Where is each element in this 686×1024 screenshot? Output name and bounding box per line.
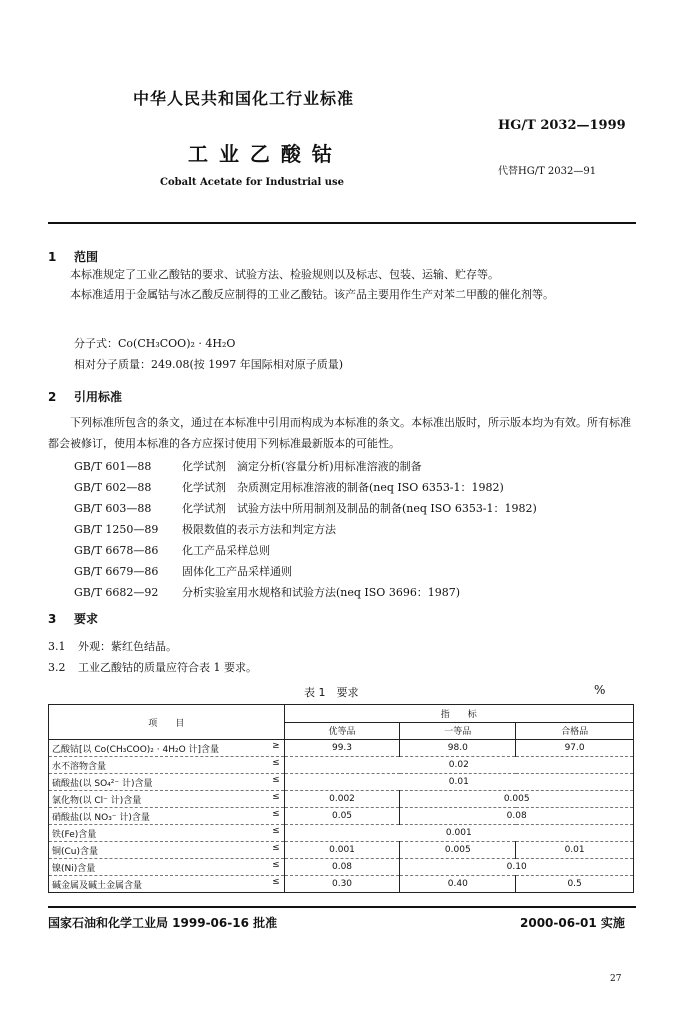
section-title: 范围 — [74, 250, 99, 264]
row-item — [49, 859, 285, 876]
clause-text: 工业乙酸钴的质量应符合表 1 要求。 — [78, 661, 257, 674]
table-row — [49, 740, 634, 757]
ref-item — [74, 500, 537, 516]
ref-title: 分析实验室用水规格和试验方法(neq ISO 3696：1987) — [182, 586, 461, 599]
value-qualified: 0.01 — [516, 842, 634, 859]
value-first-qualified: 0.005 — [400, 791, 634, 808]
comparison-symbol: ≤ — [272, 809, 280, 819]
item-label: 硝酸盐(以 NO₃⁻ 计)含量 — [52, 812, 150, 823]
comparison-symbol: ≤ — [272, 860, 280, 870]
clause-3-1 — [48, 638, 177, 654]
row-item — [49, 791, 285, 808]
value-first: 0.005 — [400, 842, 516, 859]
ref-item — [74, 563, 292, 579]
item-label: 乙酸钴[以 Co(CH₃COO)₂ · 4H₂O 计]含量 — [52, 744, 220, 755]
row-item — [49, 842, 285, 859]
value-premium: 99.3 — [284, 740, 400, 757]
comparison-symbol: ≥ — [272, 741, 280, 751]
value-qualified: 0.5 — [516, 876, 634, 893]
value-all-grades: 0.001 — [284, 825, 633, 842]
item-label: 碱金属及碱土金属含量 — [52, 880, 143, 891]
ref-title: 化学试剂 试验方法中所用制剂及制品的制备(neq ISO 6353-1：1982) — [182, 502, 537, 515]
table-caption: 表 1 要求 — [304, 686, 359, 699]
row-item — [49, 757, 285, 774]
ref-code: GB/T 6678—86 — [74, 544, 159, 557]
molecular-mass: 相对分子质量：249.08(按 1997 年国际相对原子质量) — [74, 358, 344, 371]
row-item — [49, 808, 285, 825]
grade-premium: 优等品 — [284, 722, 400, 740]
effective-date: 2000-06-01 实施 — [520, 916, 625, 930]
approval-note: 国家石油和化学工业局 1999-06-16 批准 — [48, 916, 278, 930]
clause-number: 3.2 — [48, 661, 66, 674]
value-first-qualified: 0.10 — [400, 859, 634, 876]
table-row — [49, 757, 634, 774]
header-index: 指 标 — [284, 705, 633, 723]
table-row — [49, 876, 634, 893]
table-row — [49, 808, 634, 825]
grade-first: 一等品 — [400, 722, 516, 740]
item-label: 铜(Cu)含量 — [52, 846, 99, 857]
ref-code: GB/T 601—88 — [74, 460, 152, 473]
item-label: 镍(Ni)含量 — [52, 863, 96, 874]
comparison-symbol: ≤ — [272, 775, 280, 785]
comparison-symbol: ≤ — [272, 843, 280, 853]
item-label: 氯化物(以 Cl⁻ 计)含量 — [52, 795, 142, 806]
row-item — [49, 740, 285, 757]
ref-item — [74, 479, 504, 495]
title-cn: 工 业 乙 酸 钴 — [188, 142, 334, 166]
requirements-table — [48, 704, 634, 893]
org-title: 中华人民共和国化工行业标准 — [133, 89, 355, 108]
ref-item — [74, 542, 270, 558]
table-row — [49, 791, 634, 808]
scope-paragraph-2: 本标准适用于金属钴与冰乙酸反应制得的工业乙酸钴。该产品主要用作生产对苯二甲酸的催化剂等。 — [70, 288, 554, 301]
value-premium: 0.05 — [284, 808, 400, 825]
value-first-qualified: 0.08 — [400, 808, 634, 825]
ref-code: GB/T 603—88 — [74, 502, 152, 515]
table-row — [49, 842, 634, 859]
comparison-symbol: ≤ — [272, 758, 280, 768]
value-first: 98.0 — [400, 740, 516, 757]
ref-title: 化学试剂 杂质测定用标准溶液的制备(neq ISO 6353-1：1982) — [182, 481, 504, 494]
ref-code: GB/T 602—88 — [74, 481, 152, 494]
clause-text: 外观：紫红色结晶。 — [78, 640, 177, 653]
comparison-symbol: ≤ — [272, 877, 280, 887]
item-label: 水不溶物含量 — [52, 761, 107, 772]
row-item — [49, 825, 285, 842]
section-number: 3 — [48, 612, 57, 626]
table-row — [49, 859, 634, 876]
molecular-formula: 分子式：Co(CH₃COO)₂ · 4H₂O — [74, 337, 236, 350]
clause-3-2 — [48, 659, 257, 675]
ref-title: 化学试剂 滴定分析(容量分析)用标准溶液的制备 — [182, 460, 422, 473]
value-premium: 0.001 — [284, 842, 400, 859]
clause-number: 3.1 — [48, 640, 66, 653]
row-item — [49, 774, 285, 791]
ref-item — [74, 458, 422, 474]
ref-code: GB/T 6682—92 — [74, 586, 159, 599]
value-premium: 0.002 — [284, 791, 400, 808]
section-1-heading — [48, 248, 98, 265]
row-item — [49, 876, 285, 893]
ref-code: GB/T 1250—89 — [74, 523, 159, 536]
ref-code: GB/T 6679—86 — [74, 565, 159, 578]
section-title: 引用标准 — [74, 390, 123, 404]
footer-rule — [48, 906, 636, 908]
section-2-heading — [48, 388, 122, 405]
ref-item — [74, 584, 460, 600]
value-premium: 0.08 — [284, 859, 400, 876]
value-all-grades: 0.02 — [284, 757, 633, 774]
section-title: 要求 — [74, 612, 99, 626]
item-label: 铁(Fe)含量 — [52, 829, 97, 840]
ref-title: 化工产品采样总则 — [182, 544, 270, 557]
value-premium: 0.30 — [284, 876, 400, 893]
comparison-symbol: ≤ — [272, 826, 280, 836]
item-label: 硫酸盐(以 SO₄²⁻ 计)含量 — [52, 778, 153, 789]
ref-item — [74, 521, 336, 537]
standard-number: HG/T 2032—1999 — [498, 118, 626, 133]
table-unit: % — [594, 683, 606, 697]
title-en: Cobalt Acetate for Industrial use — [160, 177, 345, 188]
table-row — [49, 774, 634, 791]
header-item: 项 目 — [49, 705, 285, 740]
value-all-grades: 0.01 — [284, 774, 633, 791]
header-rule — [48, 222, 636, 224]
section-number: 2 — [48, 390, 57, 404]
section-number: 1 — [48, 250, 57, 264]
comparison-symbol: ≤ — [272, 792, 280, 802]
scope-paragraph-1: 本标准规定了工业乙酸钴的要求、试验方法、检验规则以及标志、包装、运输、贮存等。 — [70, 268, 499, 281]
ref-title: 极限数值的表示方法和判定方法 — [182, 523, 336, 536]
value-first: 0.40 — [400, 876, 516, 893]
replaces-note: 代替HG/T 2032—91 — [498, 166, 597, 177]
grade-qualified: 合格品 — [516, 722, 634, 740]
page-number: 27 — [610, 974, 622, 984]
refs-intro: 下列标准所包含的条文，通过在本标准中引用而构成为本标准的条文。本标准出版时，所示版本均为有效。所有标准都会被修订，使用本标准的各方应探讨使用下列标准最新版本的可能性。 — [48, 416, 631, 450]
table-row — [49, 825, 634, 842]
value-qualified: 97.0 — [516, 740, 634, 757]
ref-title: 固体化工产品采样通则 — [182, 565, 292, 578]
section-3-heading — [48, 610, 98, 627]
